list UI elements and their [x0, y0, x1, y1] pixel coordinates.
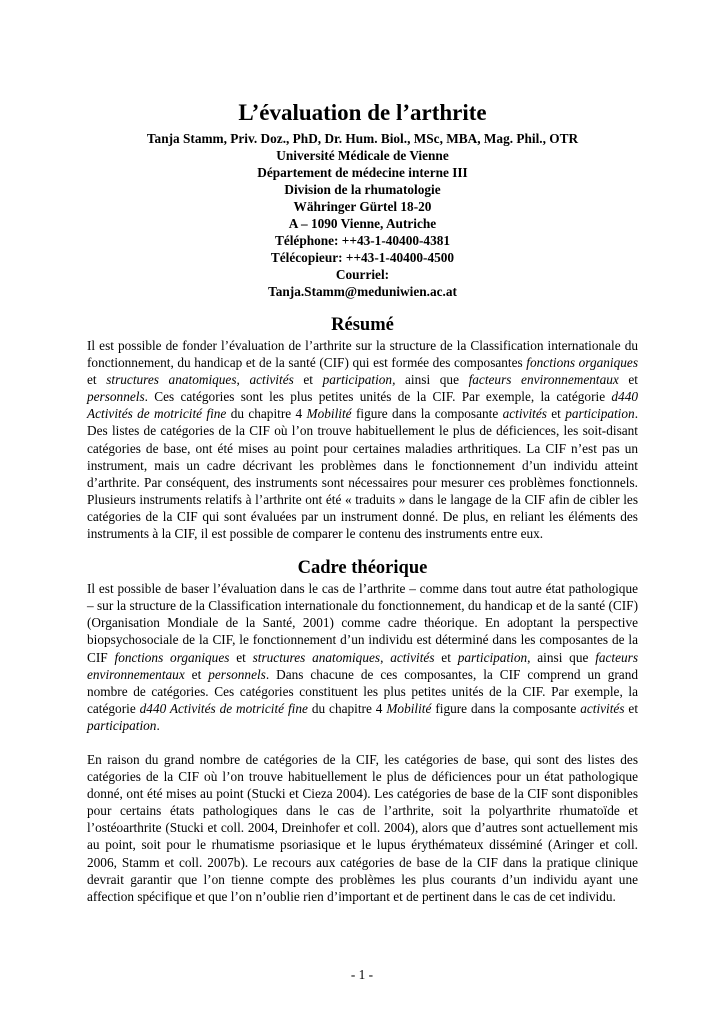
author-block [87, 130, 638, 300]
resume-paragraph: Il est possible de fonder l’évaluation de l’arthrite sur la structure de la Classification internationale du fonctionnement, du handicap et de la santé (CIF) qui est formée des composantes fonctions organiques et structures anatomiques, activités et participation, ainsi que facteurs environnementaux et personnels. Ces catégories sont les plus petites unités de la CIF. Par exemple, la catégorie d440 Activités de motricité fine du chapitre 4 Mobilité figure dans la composante activités et participation. Des listes de catégories de la CIF où l’on trouve habituellement le plus de déficiences, les soit-disant catégories de base, ont été mises au point pour certaines maladies arthritiques. La CIF n’est pas un instrument, mais un cadre décrivant les problèmes dans le fonctionnement d’un individu atteint d’arthrite. Par conséquent, des instruments sont nécessaires pour mesurer ces problèmes fonctionnels. Plusieurs instruments relatifs à l’arthrite ont été « traduits » dans le langage de la CIF afin de cibler les catégories de la CIF qui sont évaluées par un instrument donné. De plus, en reliant les éléments des instruments à la CIF, il est possible de comparer le contenu des instruments entre eux. [87, 338, 639, 542]
author-name: Tanja Stamm, Priv. Doz., PhD, Dr. Hum. Biol., MSc, MBA, Mag. Phil., OTR [146, 131, 579, 146]
affiliation-department: Département de médecine interne III [257, 165, 468, 180]
cadre-paragraph-1: Il est possible de baser l’évaluation dans le cas de l’arthrite – comme dans tout autre état pathologique – sur la structure de la Classification internationale du fonctionnement, du handicap et de la santé (CIF) (Organisation Mondiale de la Santé, 2001) comme cadre théorique. En adoptant la perspective biopsychosociale de la CIF, le fonctionnement d’un individu est déterminé dans les composantes de la CIF fonctions organiques et structures anatomiques, activités et participation, ainsi que facteurs environnementaux et personnels. Dans chacune de ces composantes, la CIF comprend un grand nombre de catégories. Ces catégories constituent les plus petites unités de la CIF. Par exemple, la catégorie d440 Activités de motricité fine du chapitre 4 Mobilité figure dans la composante activités et participation. [87, 581, 639, 733]
document-title: L’évaluation de l’arthrite [238, 100, 487, 125]
document-page [87, 98, 638, 905]
affiliation-division: Division de la rhumatologie [284, 182, 441, 197]
email-address: Tanja.Stamm@meduniwien.ac.at [268, 284, 457, 299]
affiliation-university: Université Médicale de Vienne [276, 148, 449, 163]
section-heading-cadre: Cadre théorique [297, 558, 428, 579]
page-number: - 1 - [350, 967, 374, 982]
section-heading-resume: Résumé [331, 315, 394, 335]
fax-line: Télécopieur: ++43-1-40400-4500 [270, 250, 455, 265]
email-label: Courriel: [335, 267, 390, 282]
cadre-paragraph-2: En raison du grand nombre de catégories de la CIF, les catégories de base, qui sont des listes des catégories de la CIF où l’on trouve habituellement le plus de déficiences pour un état pathologique donné, ont été mises au point (Stucki et Cieza 2004). Les catégories de base de la CIF sont disponibles pour certains états pathologiques dans le cas de l’arthrite, soit la polyarthrite rhumatoïde et l’ostéoarthrite (Stucki et coll. 2004, Dreinhofer et coll. 2004), alors que d’autres sont actuellement mis au point, soit pour le rhumatisme psoriasique et le lupus érythémateux disséminé (Aringer et coll. 2006, Stamm et coll. 2007b). Le recours aux catégories de base de la CIF dans la pratique clinique devrait garantir que l’on tienne compte des problèmes les plus courants d’un individu ayant une affection spécifique et que l’on n’oublie rien d’important et de pertinent dans le cas de cet individu. [87, 751, 638, 904]
address-city: A – 1090 Vienne, Autriche [288, 216, 437, 231]
phone-line: Téléphone: ++43-1-40400-4381 [274, 233, 451, 248]
address-street: Währinger Gürtel 18-20 [293, 199, 432, 214]
